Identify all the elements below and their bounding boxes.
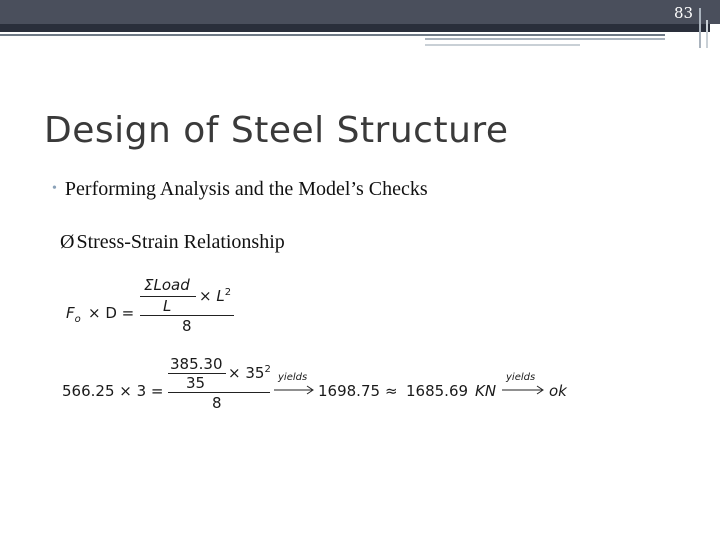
eq1-lhs-rest: × D = [88,304,135,322]
arrow-bullet-icon: Ø [60,231,75,253]
eq2-inner-numerator: 385.30 [170,355,223,373]
eq1-inner-denominator: L [163,297,172,315]
eq2-result-2: 1685.69 [406,382,469,400]
decor-vertical-line [706,20,708,48]
yields-arrow-icon [502,384,546,396]
yields-arrow-icon [274,384,316,396]
eq2-times: × $35^2$ [228,364,271,382]
page-title: Design of Steel Structure [44,110,509,151]
eq1-lhs: $F_o$ [66,304,81,325]
eq2-unit: KN [475,382,497,400]
eq1-outer-denominator: 8 [182,317,192,335]
top-banner-strip [0,24,710,32]
decor-line [0,34,665,36]
eq2-yields-label-2: yields [506,372,536,383]
eq2-result-1: 1698.75 [318,382,381,400]
eq2-yields-label-1: yields [278,372,308,383]
bullet-text: Performing Analysis and the Model’s Checks [64,178,428,200]
eq2-outer-denominator: 8 [212,394,222,412]
subpoint-text: Stress-Strain Relationship [76,231,285,253]
eq2-inner-denominator: 35 [186,374,206,392]
eq2-outer-fraction-bar [168,392,270,393]
bullet-dot-icon: • [52,181,57,196]
subpoint-item [60,231,285,254]
eq2-ok: ok [549,382,567,400]
bullet-item [52,178,428,201]
page-number: 83 [674,4,694,22]
eq2-approx: ≈ [385,382,398,400]
eq1-inner-numerator: ΣLoad [144,276,190,294]
eq1-times: × $L^2$ [199,287,232,305]
eq1-outer-fraction-bar [140,315,234,316]
decor-line [425,44,580,46]
decor-vertical-line [699,8,701,48]
top-banner [0,0,720,24]
decor-line [425,38,665,40]
eq2-lhs: 566.25 × 3 = [62,382,164,400]
